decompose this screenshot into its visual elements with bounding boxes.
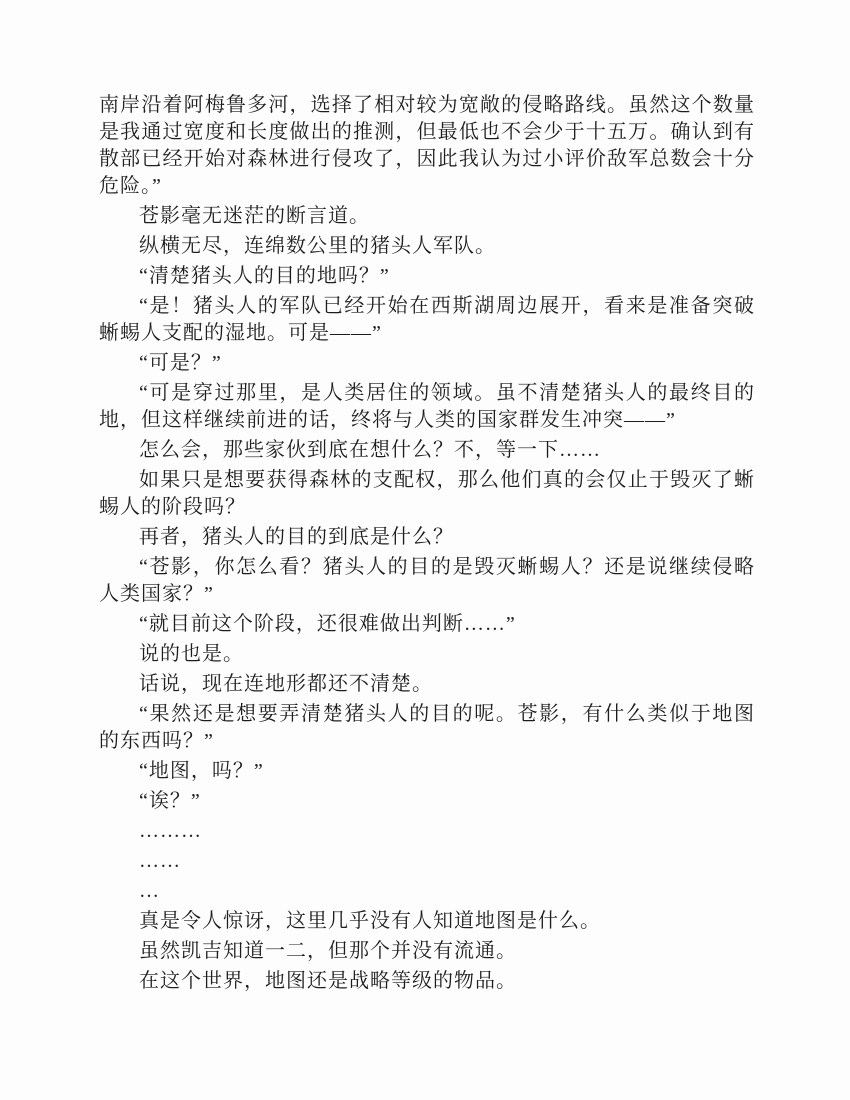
paragraph-9: 如果只是想要获得森林的支配权，那么他们真的会仅止于毁灭了蜥蜴人的阶段吗？	[99, 469, 755, 518]
paragraph-13: 说的也是。	[139, 643, 244, 665]
paragraph-11: “苍影，你怎么看？猪头人的目的是毁灭蜥蜴人？还是说继续侵略人类国家？”	[99, 556, 755, 605]
paragraph-14: 话说，现在连地形都还不清楚。	[139, 673, 433, 695]
paragraph-17: “诶？”	[139, 790, 201, 812]
paragraph-8: 怎么会，那些家伙到底在想什么？不，等一下……	[139, 439, 601, 461]
paragraph-6: “可是？”	[139, 352, 222, 374]
paragraph-1: 南岸沿着阿梅鲁多河，选择了相对较为宽敞的侵略路线。虽然这个数量是我通过宽度和长度做出的推测，但最低也不会少于十五万。确认到有散部已经开始对森林进行侵攻了，因此我认为过小评价敌军总数会十分危险。”	[99, 94, 755, 197]
paragraph-7: “可是穿过那里，是人类居住的领域。虽不清楚猪头人的最终目的地，但这样继续前进的话，终将与人类的国家群发生冲突——”	[99, 382, 755, 431]
paragraph-16: “地图，吗？”	[139, 760, 264, 782]
paragraph-21: 真是令人惊讶，这里几乎没有人知道地图是什么。	[139, 910, 601, 932]
paragraph-12: “就目前这个阶段，还很难做出判断……”	[139, 613, 516, 635]
novel-text-block	[99, 92, 755, 998]
paragraph-2: 苍影毫无迷茫的断言道。	[139, 205, 370, 227]
paragraph-4: “清楚猪头人的目的地吗？”	[139, 265, 390, 287]
paragraph-18-ellipsis-long: ………	[139, 820, 202, 842]
paragraph-19-ellipsis-medium: ……	[139, 850, 181, 872]
paragraph-15: “果然还是想要弄清楚猪头人的目的呢。苍影，有什么类似于地图的东西吗？”	[99, 703, 755, 752]
paragraph-5: “是！猪头人的军队已经开始在西斯湖周边展开，看来是准备突破蜥蜴人支配的湿地。可是——”	[99, 295, 755, 344]
paragraph-22: 虽然凯吉知道一二，但那个并没有流通。	[139, 940, 517, 962]
paragraph-3: 纵横无尽，连绵数公里的猪头人军队。	[139, 235, 496, 257]
paragraph-23: 在这个世界，地图还是战略等级的物品。	[139, 970, 517, 992]
paragraph-10: 再者，猪头人的目的到底是什么？	[139, 526, 454, 548]
paragraph-20-ellipsis-short: …	[139, 880, 160, 902]
